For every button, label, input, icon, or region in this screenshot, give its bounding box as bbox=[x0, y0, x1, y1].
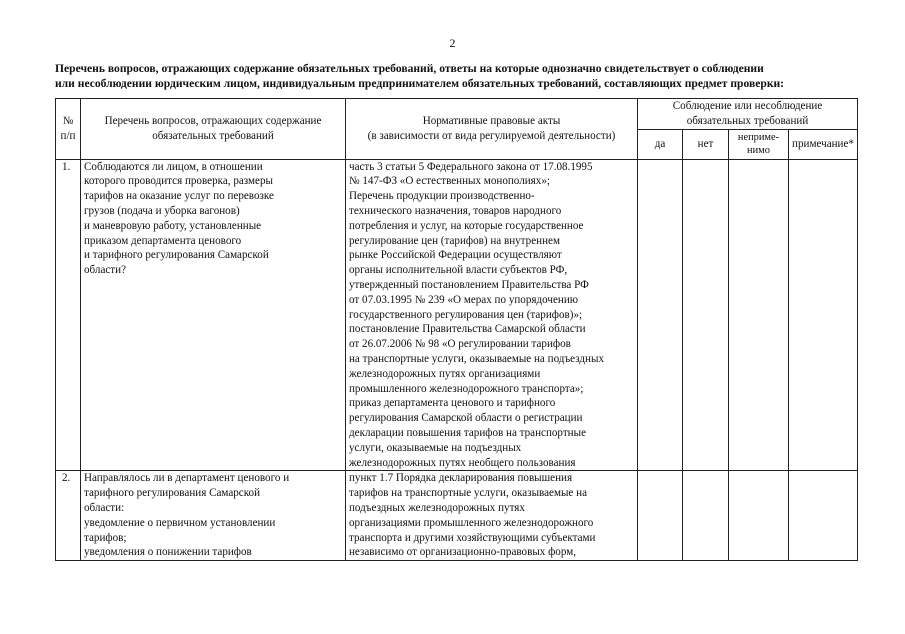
header-question: Перечень вопросов, отражающих содержание обязательных требований bbox=[81, 99, 346, 160]
header-yes: да bbox=[638, 129, 683, 159]
row-not-applicable-cell[interactable] bbox=[729, 159, 789, 471]
row-legal-acts: пункт 1.7 Порядка декларирования повышения тарифов на транспортные услуги, оказываемые на подъездных железнодорожных путях организациями промышленного железнодорожного транспорта и другими хозяйствующими субъектами независимо от организационно-правовых форм, bbox=[346, 471, 638, 561]
row-no-cell[interactable] bbox=[683, 159, 729, 471]
header-note: примечание* bbox=[789, 129, 858, 159]
row-number: 1. bbox=[56, 159, 81, 471]
table-row bbox=[56, 159, 858, 471]
row-note-cell[interactable] bbox=[789, 471, 858, 561]
heading-line-2: или несоблюдении юрдическим лицом, индивидуальным предпринимателем обязательных требований, составляющих предмет проверки: bbox=[55, 77, 785, 90]
row-question: Соблюдаются ли лицом, в отношении которого проводится проверка, размеры тарифов на оказание услуг по перевозке грузов (подача и уборка вагонов) и маневровую работу, установленные приказом департамента ценового и тарифного регулирования Самарской области? bbox=[81, 159, 346, 471]
header-acts-title: Нормативные правовые акты bbox=[422, 115, 561, 127]
header-no: нет bbox=[683, 129, 729, 159]
row-yes-cell[interactable] bbox=[638, 471, 683, 561]
row-note-cell[interactable] bbox=[789, 159, 858, 471]
row-question: Направлялось ли в департамент ценового и тарифного регулирования Самарской области: уведомление о первичном установлении тарифов; уведомления о понижении тарифов bbox=[81, 471, 346, 561]
header-acts-subtitle: (в зависимости от вида регулируемой деятельности) bbox=[367, 129, 616, 142]
row-number: 2. bbox=[56, 471, 81, 561]
header-num: № п/п bbox=[56, 99, 81, 160]
row-yes-cell[interactable] bbox=[638, 159, 683, 471]
row-legal-acts: часть 3 статьи 5 Федерального закона от 17.08.1995 № 147-ФЗ «О естественных монополиях»; Перечень продукции производственно- технического назначения, товаров народного потребления и услуг, на которые государственное регулирование цен (тарифов) на внутреннем рынке Российской Федерации осуществляют органы исполнительной власти субъектов РФ, утвержденный постановлением Правительства РФ от 07.03.1995 № 239 «О мерах по упорядочению государственного регулирования цен (тарифов)»; постановление Правительства Самарской области от 26.07.2006 № 98 «О регулировании тарифов на транспортные услуги, оказываемые на подъездных железнодорожных путях организациями промышленного железнодорожного транспорта»; приказ департамента ценового и тарифного регулирования Самарской области о регистрации декларации повышения тарифов на транспортные услуги, оказываемые на подъездных железнодорожных путях необщего пользования bbox=[346, 159, 638, 471]
table-row bbox=[56, 471, 858, 561]
row-no-cell[interactable] bbox=[683, 471, 729, 561]
header-acts bbox=[346, 99, 638, 160]
header-compliance: Соблюдение или несоблюдение обязательных требований bbox=[638, 99, 858, 130]
page-number: 2 bbox=[449, 36, 456, 50]
heading-line-1: Перечень вопросов, отражающих содержание обязательных требований, ответы на которые однозначно свидетельствует о соблюдении bbox=[55, 62, 764, 75]
checklist-heading bbox=[55, 61, 875, 91]
header-not-applicable: неприме-нимо bbox=[729, 129, 789, 159]
row-not-applicable-cell[interactable] bbox=[729, 471, 789, 561]
requirements-table bbox=[55, 98, 858, 561]
